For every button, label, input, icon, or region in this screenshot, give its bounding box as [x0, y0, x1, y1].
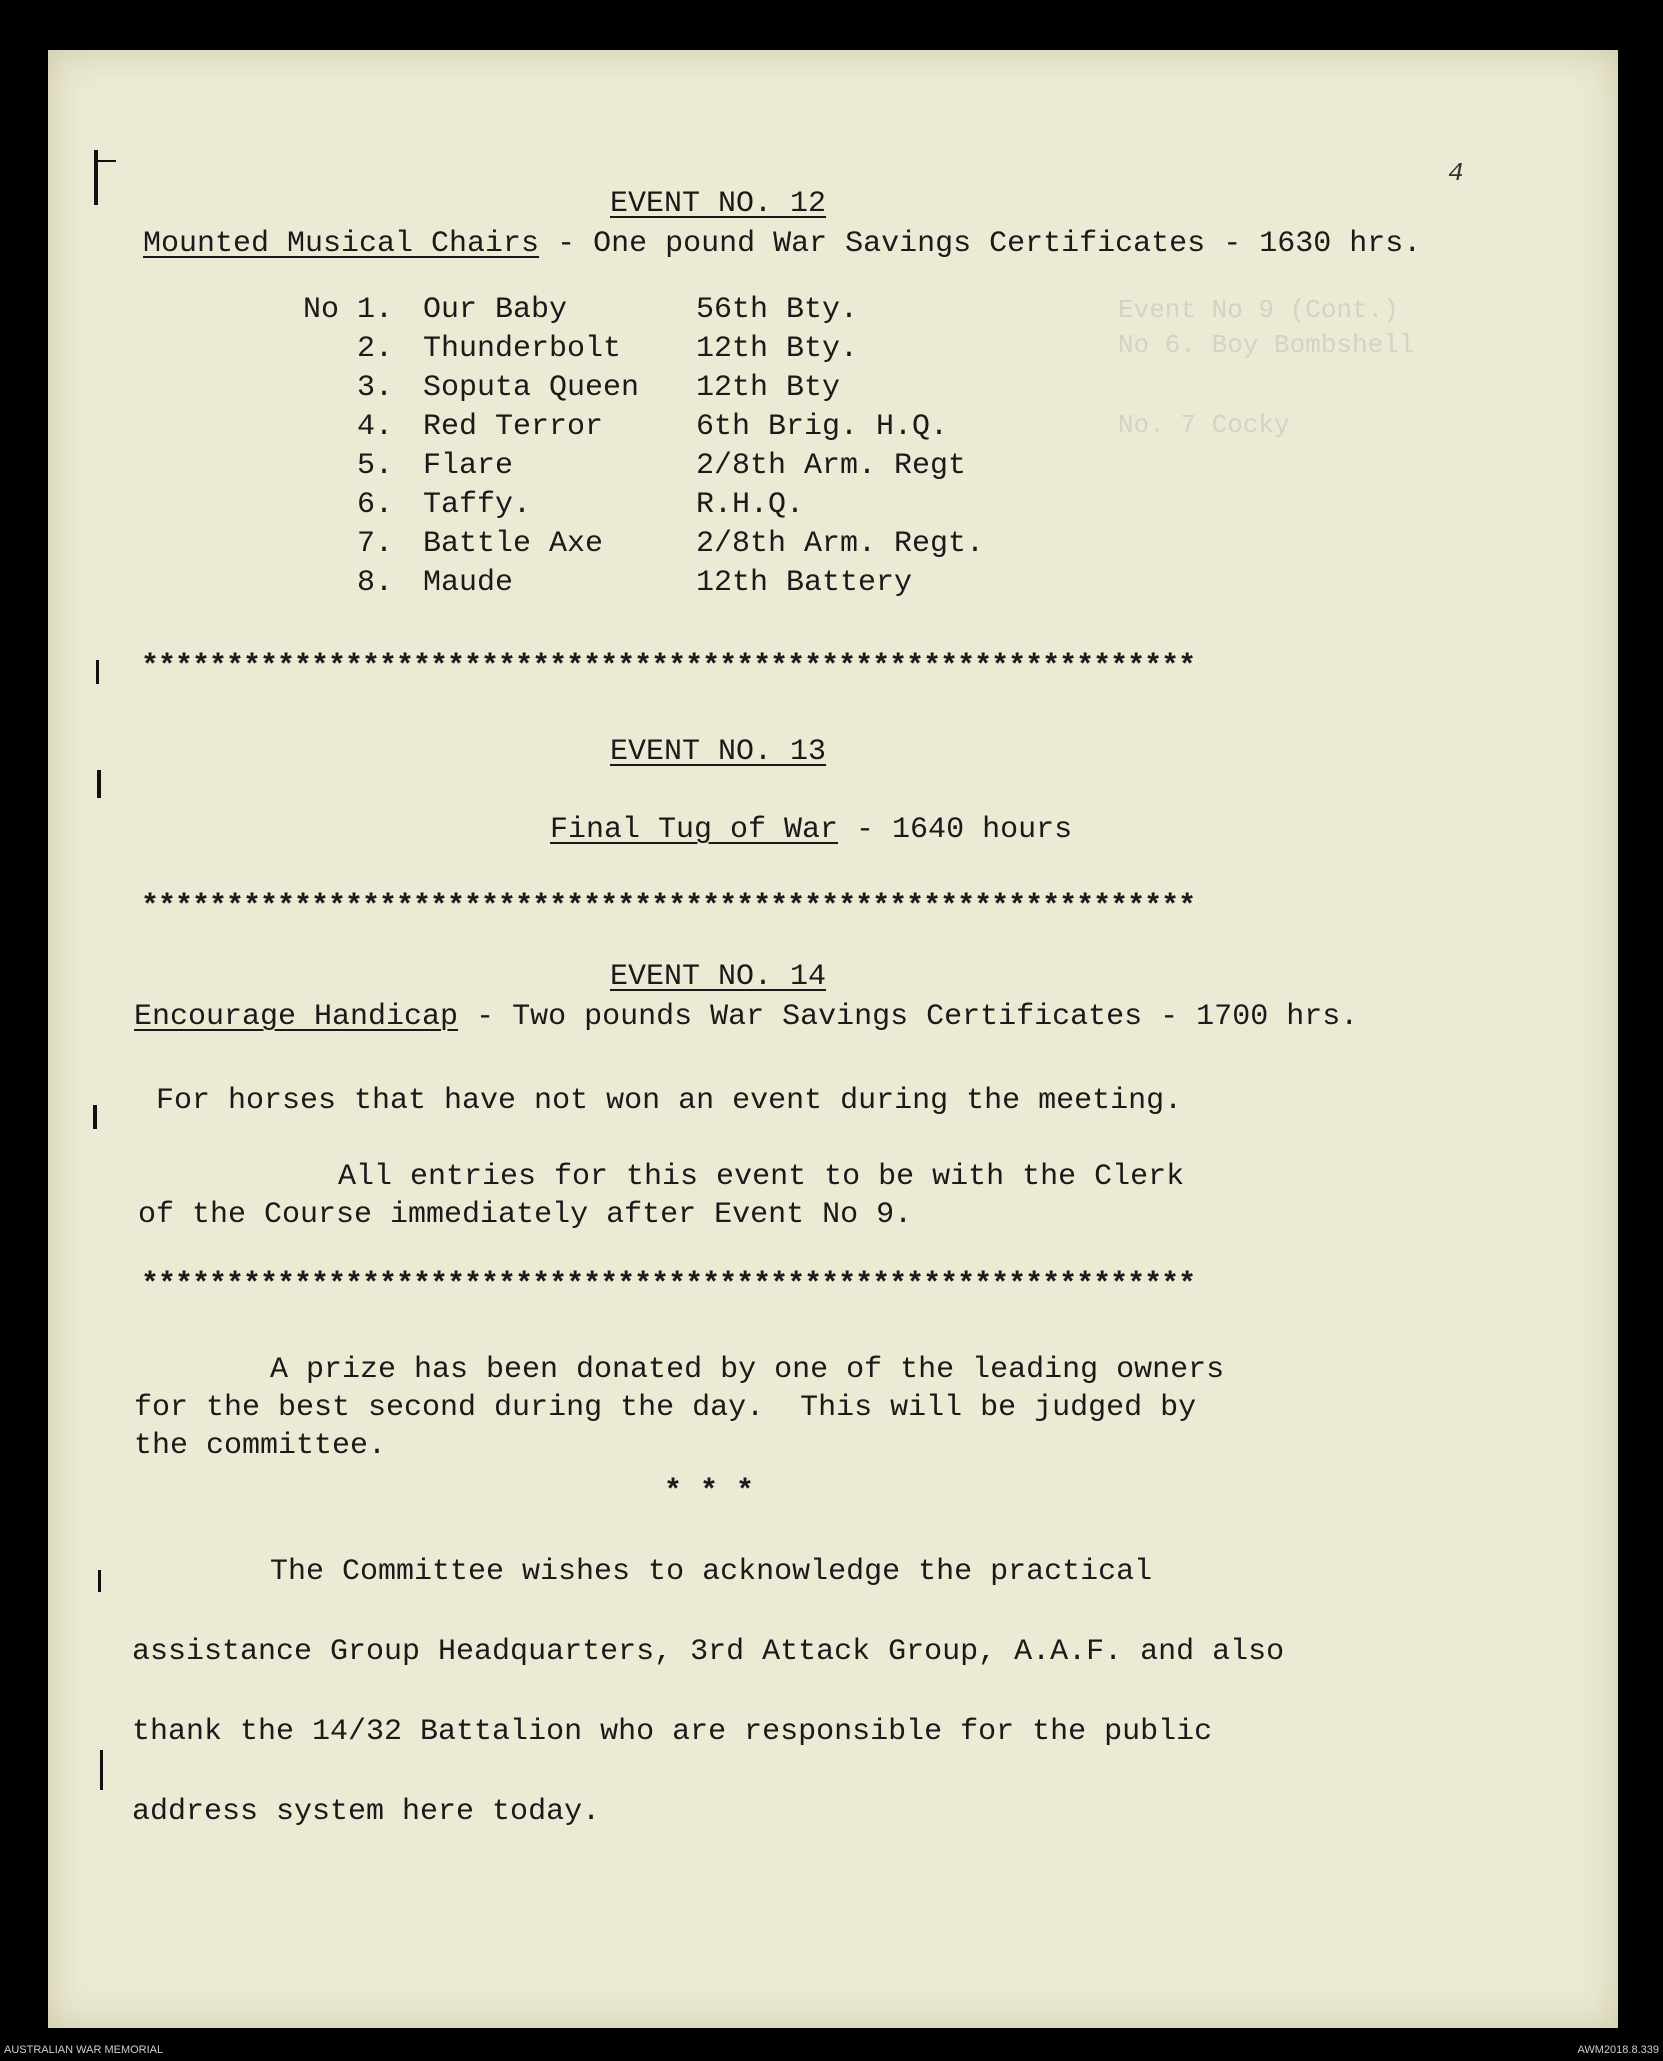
event-12-heading: EVENT NO. 12: [610, 187, 827, 221]
entry-number: 7.: [356, 527, 393, 561]
entry-number: 6.: [356, 488, 393, 522]
binding-mark: [100, 1750, 103, 1790]
bleed-through-text: No. 7 Cocky: [1118, 410, 1290, 440]
event-13-title: Final Tug of War: [550, 813, 839, 847]
entry-number: 8.: [356, 566, 393, 600]
entry-number: No 1.: [302, 293, 393, 327]
event-12-details: - One pound War Savings Certificates - 1630 hrs.: [539, 227, 1422, 261]
bleed-through-text: Event No 9 (Cont.): [1118, 295, 1399, 325]
entry-unit: 56th Bty.: [696, 293, 859, 327]
entry-horse-name: Soputa Queen: [423, 371, 640, 405]
event-13-details: - 1640 hours: [838, 813, 1073, 847]
prize-line-3: the committee.: [134, 1429, 387, 1463]
entry-unit: 12th Bty: [696, 371, 841, 405]
entry-horse-name: Battle Axe: [423, 527, 604, 561]
corner-page-mark: 4: [1448, 158, 1464, 188]
acknowledgement-line-4: address system here today.: [132, 1795, 601, 1829]
separator-line: **************************************************************: [141, 1268, 1196, 1302]
event-13-title-line: [550, 813, 1072, 847]
event-14-details: - Two pounds War Savings Certificates - 1700 hrs.: [458, 1000, 1359, 1034]
binding-mark: [97, 770, 101, 798]
acknowledgement-line-1: The Committee wishes to acknowledge the practical: [270, 1555, 1153, 1589]
prize-line-1: A prize has been donated by one of the leading owners: [270, 1353, 1225, 1387]
document-sheet: [48, 50, 1618, 2028]
entry-horse-name: Red Terror: [423, 410, 604, 444]
event-12-title: Mounted Musical Chairs: [143, 227, 540, 261]
entry-number: 4.: [356, 410, 393, 444]
entry-horse-name: Taffy.: [423, 488, 532, 522]
entry-unit: 12th Bty.: [696, 332, 859, 366]
bleed-through-text: No 6. Boy Bombshell: [1118, 330, 1415, 360]
entry-horse-name: Maude: [423, 566, 514, 600]
entry-number: 3.: [356, 371, 393, 405]
entry-unit: 12th Battery: [696, 566, 913, 600]
event-13-heading: EVENT NO. 13: [610, 735, 827, 769]
event-14-entries-line-1: All entries for this event to be with the Clerk: [338, 1160, 1185, 1194]
entry-horse-name: Thunderbolt: [423, 332, 622, 366]
binding-mark: [96, 660, 99, 684]
entry-unit: 2/8th Arm. Regt: [696, 449, 967, 483]
section-asterisks: * * *: [664, 1475, 755, 1509]
binding-mark: [93, 1105, 97, 1129]
event-14-title: Encourage Handicap: [134, 1000, 459, 1034]
binding-mark: [98, 160, 116, 162]
entry-unit: 2/8th Arm. Regt.: [696, 527, 985, 561]
event-14-heading: EVENT NO. 14: [610, 960, 827, 994]
entry-unit: 6th Brig. H.Q.: [696, 410, 949, 444]
event-14-eligibility-note: For horses that have not won an event during the meeting.: [156, 1084, 1183, 1118]
event-14-entries-line-2: of the Course immediately after Event No 9.: [138, 1198, 913, 1232]
document-page: [48, 50, 1618, 2028]
entry-horse-name: Flare: [423, 449, 514, 483]
acknowledgement-line-3: thank the 14/32 Battalion who are responsible for the public: [132, 1715, 1213, 1749]
footer-credit: AUSTRALIAN WAR MEMORIAL: [4, 2044, 164, 2056]
binding-mark: [98, 1570, 101, 1592]
footer-accession-number: AWM2018.8.339: [1577, 2044, 1659, 2056]
entry-number: 2.: [356, 332, 393, 366]
separator-line: **************************************************************: [141, 650, 1196, 684]
binding-mark: [94, 150, 98, 205]
entry-number: 5.: [356, 449, 393, 483]
event-14-title-line: [134, 1000, 1358, 1034]
event-12-title-line: [143, 227, 1421, 261]
separator-line: **************************************************************: [141, 890, 1196, 924]
entry-horse-name: Our Baby: [423, 293, 568, 327]
entry-unit: R.H.Q.: [696, 488, 805, 522]
acknowledgement-line-2: assistance Group Headquarters, 3rd Attack Group, A.A.F. and also: [132, 1635, 1285, 1669]
prize-line-2: for the best second during the day. This will be judged by: [134, 1391, 1197, 1425]
